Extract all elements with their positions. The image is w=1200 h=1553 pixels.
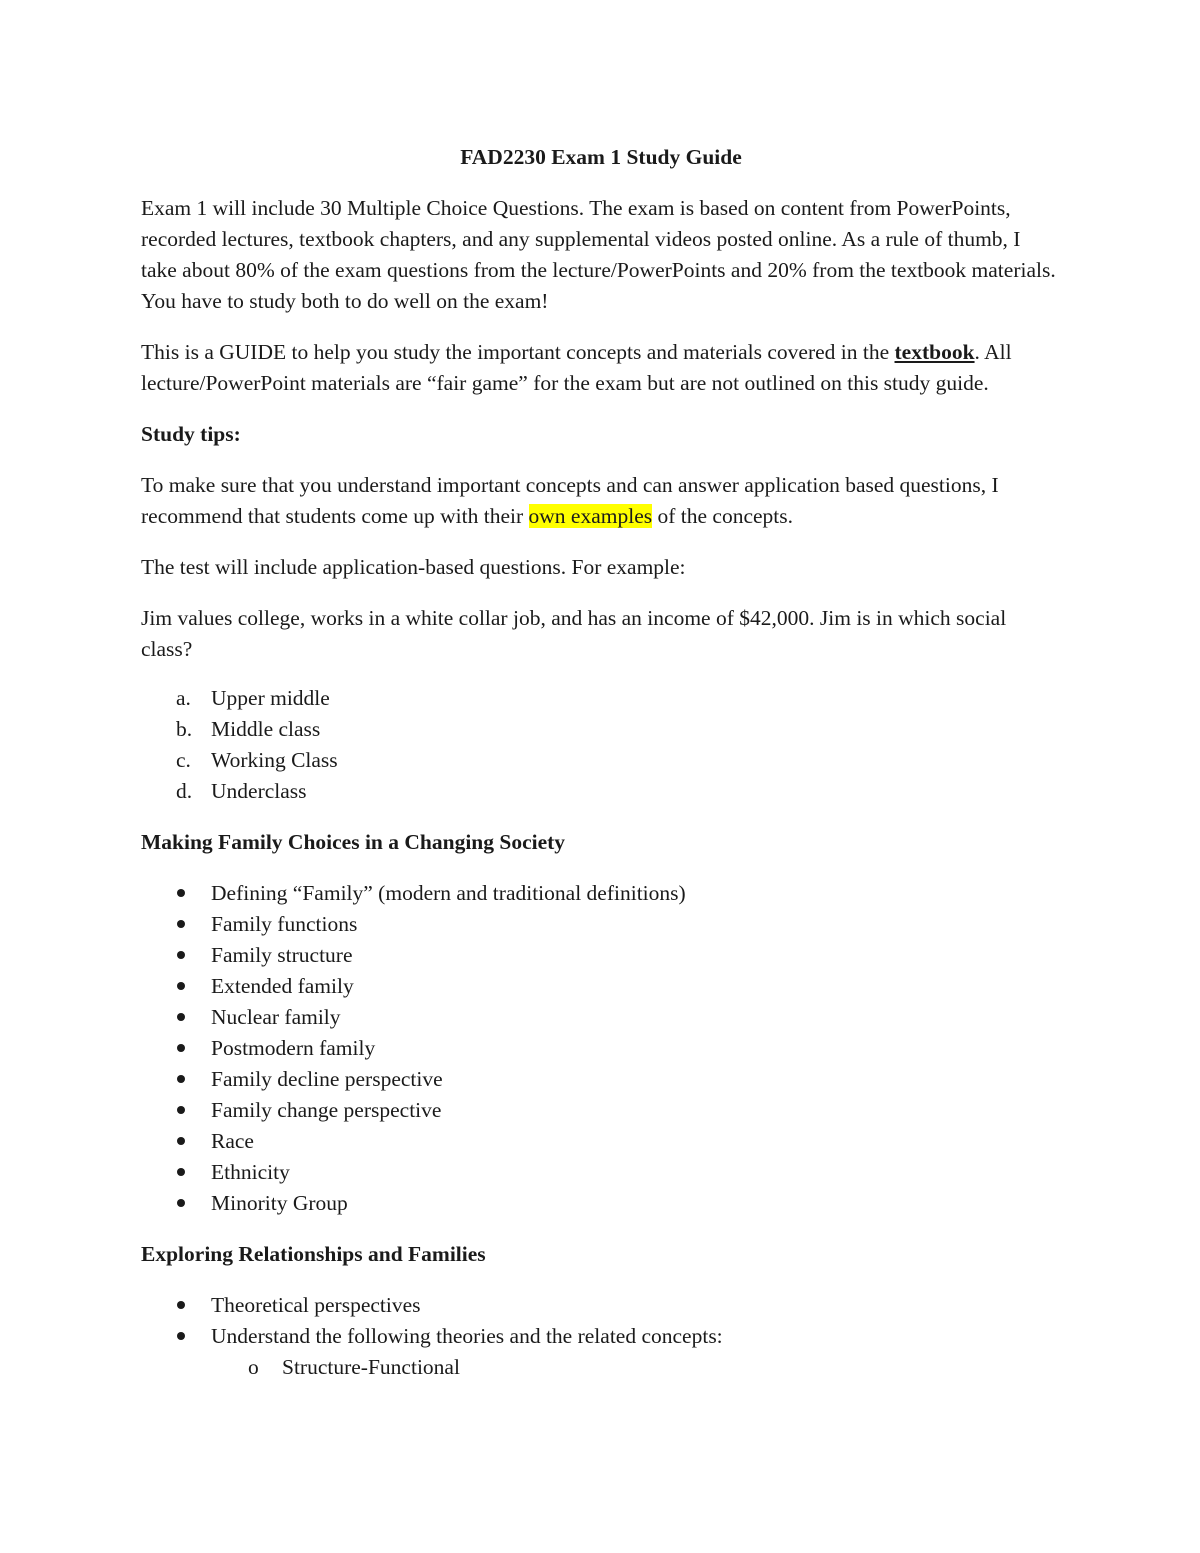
list-item-text: Structure-Functional [282, 1355, 460, 1379]
theories-sublist [141, 1352, 1061, 1383]
option-marker: a. [176, 686, 191, 710]
bullet-icon [177, 1332, 185, 1340]
list-item-text: Understand the following theories and the related concepts: [211, 1324, 723, 1348]
bullet-icon [177, 982, 185, 990]
guide-text-after: . All lecture/PowerPoint materials are “fair game” for the exam but are not outlined on this study guide. [141, 340, 1012, 395]
list-item-text: Minority Group [211, 1191, 348, 1215]
list-item [141, 1157, 1061, 1188]
list-item [141, 1002, 1061, 1033]
document-title: FAD2230 Exam 1 Study Guide [460, 145, 742, 169]
option-text: Upper middle [211, 686, 330, 710]
list-item [141, 1126, 1061, 1157]
list-item-text: Family change perspective [211, 1098, 442, 1122]
option-text: Middle class [211, 717, 321, 741]
highlighted-own-examples: own examples [528, 504, 653, 528]
tips-text-after: of the concepts. [652, 504, 794, 528]
option-marker: b. [176, 717, 193, 741]
bullet-icon [177, 951, 185, 959]
list-item-text: Family structure [211, 943, 353, 967]
exploring-relationships-list [141, 1290, 1061, 1383]
bullet-icon [177, 1301, 185, 1309]
intro-paragraph: Exam 1 will include 30 Multiple Choice Questions. The exam is based on content from PowerPoints, recorded lectures, textbook chapters, and any supplemental videos posted online. As a rule of thumb, I take about 80% of the exam questions from the lecture/PowerPoints and 20% from the textbook materials. You have to study both to do well on the exam! [141, 196, 1056, 313]
list-item-text: Family decline perspective [211, 1067, 443, 1091]
list-item [141, 683, 1061, 714]
list-item-text: Nuclear family [211, 1005, 341, 1029]
study-tips-heading: Study tips: [141, 422, 241, 446]
family-choices-list [141, 878, 1061, 1219]
option-marker: c. [176, 748, 191, 772]
list-item [141, 776, 1061, 807]
document-content [141, 142, 1061, 1403]
sub-bullet-marker: o [248, 1355, 259, 1379]
option-text: Working Class [211, 748, 338, 772]
list-item [141, 1064, 1061, 1095]
option-text: Underclass [211, 779, 307, 803]
list-item [141, 714, 1061, 745]
list-item [141, 940, 1061, 971]
list-item [141, 1321, 1061, 1383]
section-heading-family-choices: Making Family Choices in a Changing Society [141, 830, 566, 854]
list-item [141, 1188, 1061, 1219]
bullet-icon [177, 1199, 185, 1207]
list-item [141, 1290, 1061, 1321]
bullet-icon [177, 1075, 185, 1083]
bullet-icon [177, 1013, 185, 1021]
list-item-text: Race [211, 1129, 254, 1153]
example-options-list [141, 683, 1061, 807]
list-item-text: Ethnicity [211, 1160, 290, 1184]
list-item [141, 878, 1061, 909]
list-item-text: Extended family [211, 974, 354, 998]
section-heading-exploring-relationships: Exploring Relationships and Families [141, 1242, 486, 1266]
bullet-icon [177, 1044, 185, 1052]
example-question: Jim values college, works in a white collar job, and has an income of $42,000. Jim is in which social class? [141, 606, 1007, 661]
application-intro: The test will include application-based questions. For example: [141, 555, 686, 579]
bullet-icon [177, 1137, 185, 1145]
list-item [141, 745, 1061, 776]
list-item-text: Family functions [211, 912, 358, 936]
list-item [141, 909, 1061, 940]
list-item [141, 1095, 1061, 1126]
bullet-icon [177, 1106, 185, 1114]
list-item-text: Theoretical perspectives [211, 1293, 421, 1317]
list-item [141, 971, 1061, 1002]
list-item [141, 1352, 1061, 1383]
guide-paragraph [141, 337, 1061, 399]
option-marker: d. [176, 779, 193, 803]
bullet-icon [177, 920, 185, 928]
bullet-icon [177, 1168, 185, 1176]
guide-text-before: This is a GUIDE to help you study the important concepts and materials covered in the [141, 340, 895, 364]
list-item [141, 1033, 1061, 1064]
textbook-emphasis: textbook [894, 340, 975, 364]
tips-text-before: To make sure that you understand important concepts and can answer application based questions, I recommend that students come up with their [141, 473, 999, 528]
bullet-icon [177, 889, 185, 897]
list-item-text: Postmodern family [211, 1036, 376, 1060]
list-item-text: Defining “Family” (modern and traditional definitions) [211, 881, 686, 905]
tips-paragraph [141, 470, 1061, 532]
